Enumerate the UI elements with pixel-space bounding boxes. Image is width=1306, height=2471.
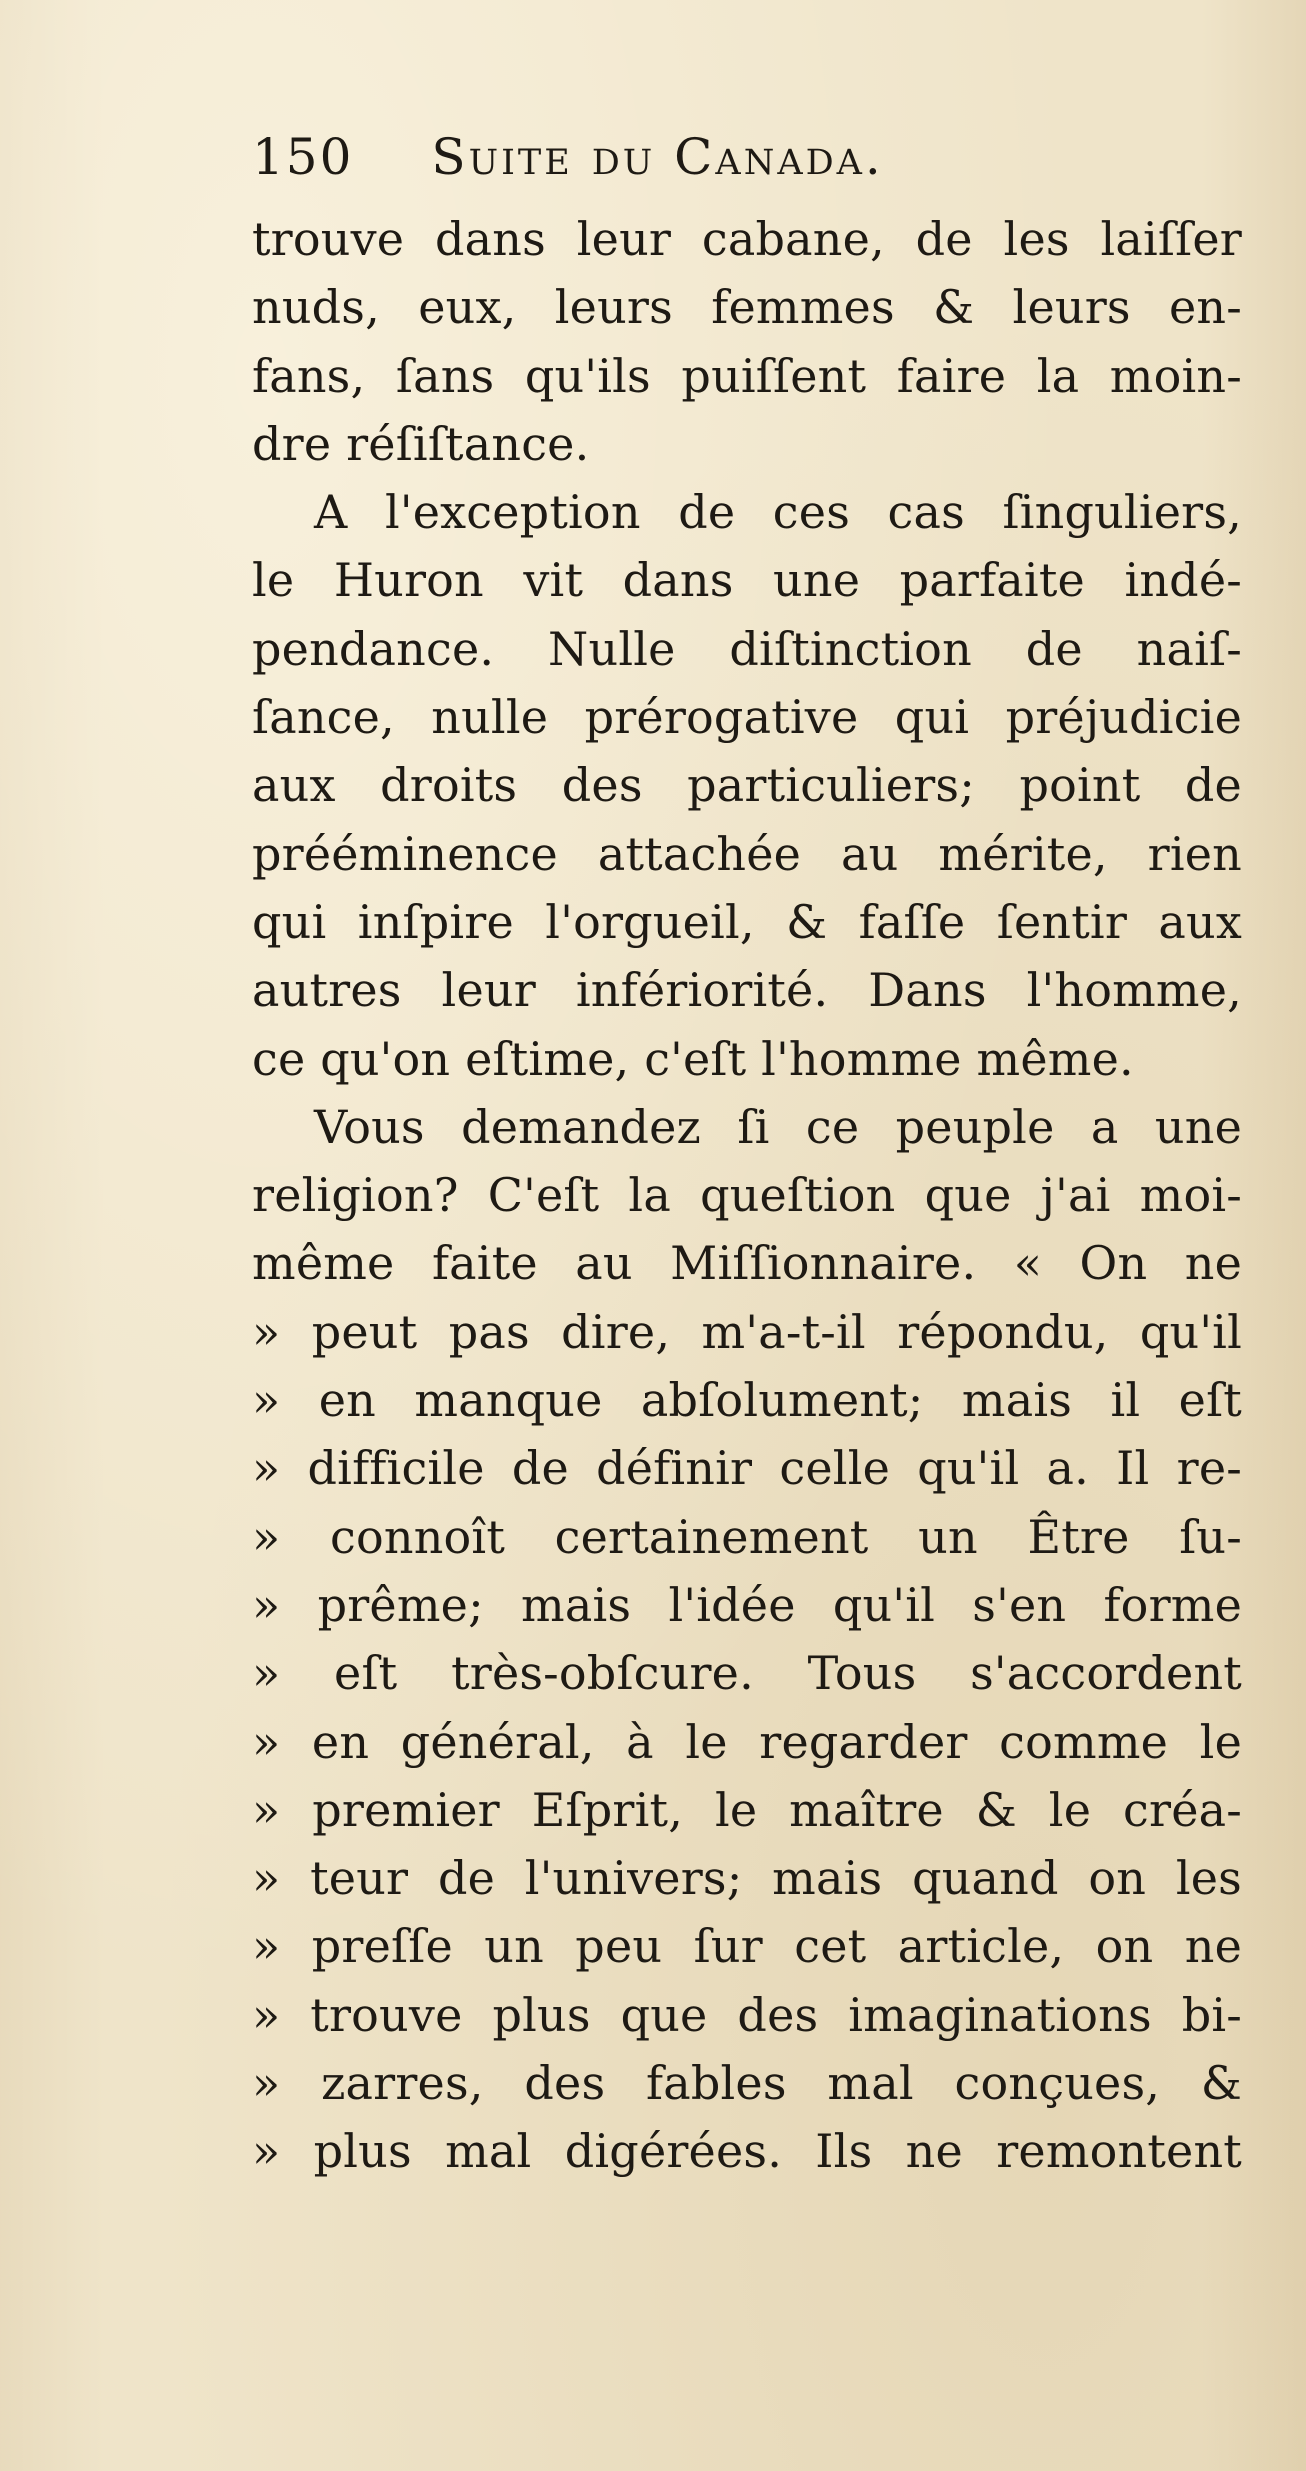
text-line: Vous demandez ſi ce peuple a une [314, 1099, 1242, 1154]
body-text [252, 205, 1242, 2186]
text-line: » preſſe un peu ſur cet article, on ne [252, 1919, 1242, 1974]
page-header [252, 128, 1052, 208]
text-line: » premier Eſprit, le maître & le créa- [252, 1782, 1242, 1837]
text-line: » teur de l'univers; mais quand on les [252, 1851, 1242, 1906]
text-line: ſance, nulle prérogative qui préjudicie [252, 690, 1242, 745]
text-line: trouve dans leur cabane, de les laiſſer [252, 212, 1242, 266]
text-line: ce qu'on eſtime, c'eſt l'homme même. [252, 1031, 1134, 1086]
text-line: » zarres, des fables mal conçues, & [252, 2056, 1242, 2111]
text-line: même faite au Miſſionnaire. « On ne [252, 1236, 1242, 1291]
text-line: » connoît certainement un Être ſu- [252, 1509, 1242, 1564]
text-line: » en manque abſolument; mais il eſt [252, 1373, 1242, 1428]
text-line: nuds, eux, leurs femmes & leurs en- [252, 280, 1242, 335]
running-head: Suite du Canada. [431, 128, 884, 186]
text-line: » prême; mais l'idée qu'il s'en forme [252, 1577, 1242, 1632]
text-line: autres leur infériorité. Dans l'homme, [252, 963, 1242, 1018]
text-line: » peut pas dire, m'a-t-il répondu, qu'il [252, 1304, 1242, 1359]
text-line: le Huron vit dans une parfaite indé- [252, 553, 1242, 608]
text-line: qui inſpire l'orgueil, & faſſe ſentir aux [252, 894, 1242, 949]
text-line: » plus mal digérées. Ils ne remontent [252, 2124, 1242, 2179]
text-line: A l'exception de ces cas ſinguliers, [314, 485, 1242, 540]
text-line: aux droits des particuliers; point de [252, 758, 1242, 813]
text-line: » difficile de définir celle qu'il a. Il re- [252, 1441, 1242, 1496]
text-line: fans, ſans qu'ils puiſſent faire la moin- [252, 348, 1242, 403]
text-line: » en général, à le regarder comme le [252, 1714, 1242, 1769]
text-line: » trouve plus que des imaginations bi- [252, 1987, 1242, 2042]
page-number: 150 [252, 128, 354, 186]
text-line: » eſt très-obſcure. Tous s'accordent [252, 1646, 1242, 1701]
text-line: dre réſiſtance. [252, 416, 590, 471]
text-line: religion? C'eſt la queſtion que j'ai moi- [252, 1168, 1242, 1223]
text-line: pendance. Nulle diſtinction de naiſ- [252, 621, 1242, 676]
text-line: prééminence attachée au mérite, rien [252, 826, 1242, 881]
